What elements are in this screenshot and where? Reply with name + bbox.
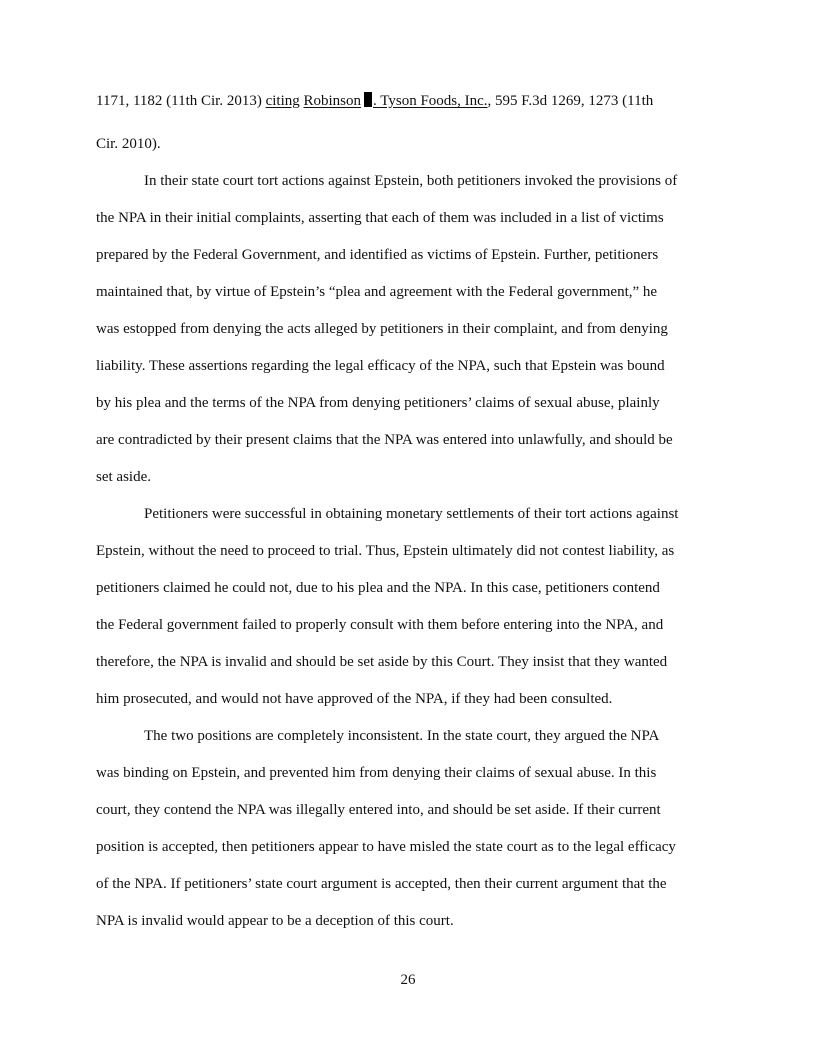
paragraph-line: by his plea and the terms of the NPA from denying petitioners’ claims of sexual abuse, plainly	[96, 395, 660, 411]
paragraph-line: court, they contend the NPA was illegally entered into, and should be set aside. If their current	[96, 802, 661, 818]
paragraph-line: him prosecuted, and would not have approved of the NPA, if they had been consulted.	[96, 691, 613, 707]
paragraph-line: of the NPA. If petitioners’ state court argument is accepted, then their current argument that the	[96, 876, 667, 892]
paragraph-line: Epstein, without the need to proceed to trial. Thus, Epstein ultimately did not contest liability, as	[96, 543, 675, 559]
citation-case-name: Robinson . Tyson Foods, Inc.	[303, 93, 488, 109]
citation-line-2: Cir. 2010).	[96, 136, 161, 152]
paragraph-line: therefore, the NPA is invalid and should be set aside by this Court. They insist that they wanted	[96, 654, 668, 670]
citation-line-1: 1171, 1182 (11th Cir. 2013) citing Robinson . Tyson Foods, Inc., 595 F.3d 1269, 1273 (11th	[96, 93, 654, 109]
citation-suffix: 595 F.3d 1269, 1273 (11th	[491, 93, 654, 109]
redaction-box	[364, 92, 372, 107]
paragraph-line: the Federal government failed to properly consult with them before entering into the NPA, and	[96, 617, 664, 633]
paragraph-line: liability. These assertions regarding the legal efficacy of the NPA, such that Epstein was bound	[96, 358, 665, 374]
paragraph-line: In their state court tort actions against Epstein, both petitioners invoked the provisions of	[144, 173, 678, 189]
citation-prefix: 1171, 1182 (11th Cir. 2013)	[96, 93, 266, 109]
paragraph-line: Petitioners were successful in obtaining monetary settlements of their tort actions against	[144, 506, 679, 522]
paragraph-line: petitioners claimed he could not, due to his plea and the NPA. In this case, petitioners contend	[96, 580, 660, 596]
paragraph-line: prepared by the Federal Government, and identified as victims of Epstein. Further, petitioners	[96, 247, 659, 263]
paragraph-line: was estopped from denying the acts alleged by petitioners in their complaint, and from denying	[96, 321, 668, 337]
citation-signal: citing	[265, 93, 300, 109]
paragraph-line: was binding on Epstein, and prevented him from denying their claims of sexual abuse. In this	[96, 765, 657, 781]
paragraph-line: set aside.	[96, 469, 151, 485]
paragraph-line: position is accepted, then petitioners appear to have misled the state court as to the legal efficacy	[96, 839, 676, 855]
paragraph-line: The two positions are completely inconsistent. In the state court, they argued the NPA	[144, 728, 660, 744]
paragraph-line: are contradicted by their present claims that the NPA was entered into unlawfully, and should be	[96, 432, 673, 448]
paragraph-line: maintained that, by virtue of Epstein’s “plea and agreement with the Federal government,” he	[96, 284, 658, 300]
paragraph-line: the NPA in their initial complaints, asserting that each of them was included in a list of victims	[96, 210, 664, 226]
paragraph-line: NPA is invalid would appear to be a deception of this court.	[96, 913, 454, 929]
page-number: 26	[400, 972, 416, 988]
